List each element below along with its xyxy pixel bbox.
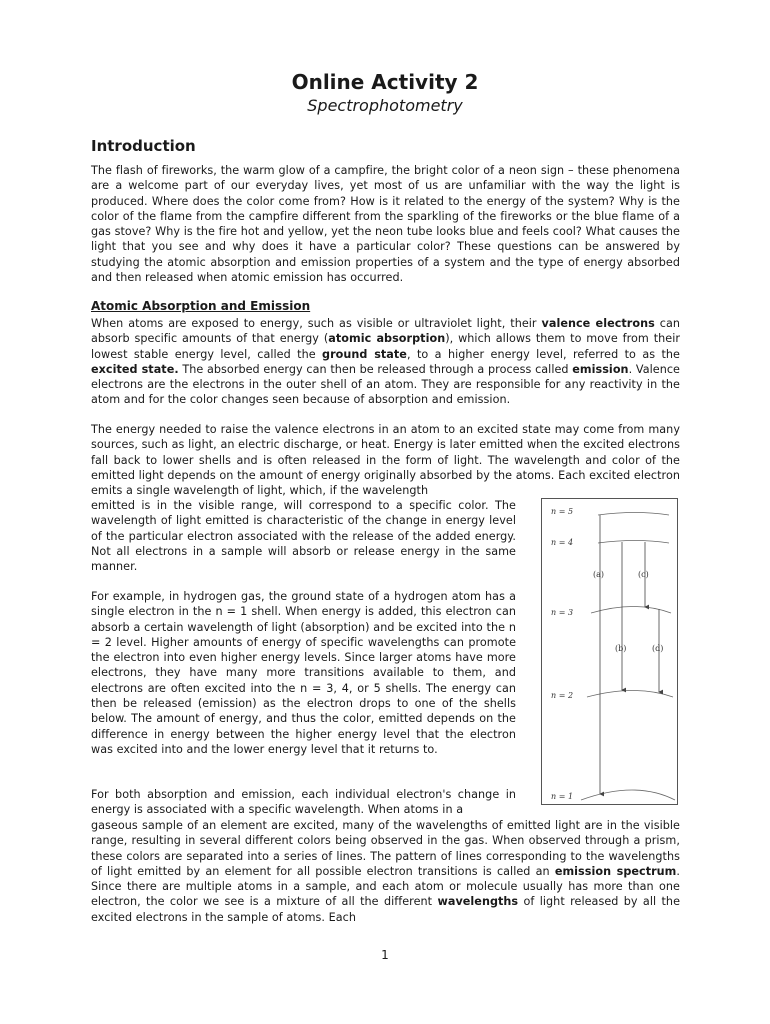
level-label: n = 4 [551, 538, 574, 547]
absorption-paragraph [91, 316, 680, 408]
text-run: ), which allows them to move from their lowest stable energy level, called the [91, 332, 681, 361]
level-label: n = 3 [551, 608, 574, 617]
text-run: When atoms are exposed to energy, such as visible or ultraviolet light, their [91, 317, 542, 330]
term-emission: emission [572, 362, 629, 376]
term-wavelengths: wavelengths [437, 895, 519, 909]
transition-label: (a) [593, 570, 605, 579]
document-subtitle: Spectrophotometry [307, 96, 463, 115]
level-label: n = 1 [551, 792, 574, 801]
intro-paragraph: The flash of fireworks, the warm glow of a campfire, the bright color of a neon sign – these phenomena are a welcome part of our everyday lives, yet most of us are unfamiliar with the way the light is produced. Where does the color come from? How is it related to the energy of the system? Why is the color of the flame from the campfire different from the sparkling of the fireworks or the blue flame of a gas stove? Why is the fire hot and yellow, yet the neon tube looks blue and feels cool? What causes the light that you see and why does it have a particular color? These questions can be answered by studying the atomic absorption and emission properties of a system and the type of energy absorbed and then released when atomic emission has occurred. [91, 164, 680, 285]
intro-heading: Introduction [91, 137, 196, 155]
term-atomic-absorption: atomic absorption [328, 332, 446, 346]
transition-label: (c) [638, 570, 649, 579]
level-label: n = 2 [551, 691, 574, 700]
transition-label: (b) [615, 644, 627, 653]
energy-level-diagram [541, 498, 678, 805]
wavelength-paragraph-narrow: For both absorption and emission, each individual electron's change in energy is associated with a specific wavelength. When atoms in a [91, 788, 516, 817]
term-ground-state: ground state [322, 347, 407, 361]
document-title: Online Activity 2 [291, 70, 479, 94]
wavelength-paragraph [91, 818, 680, 925]
term-emission-spectrum: emission spectrum [554, 864, 677, 878]
energy-paragraph-narrow: emitted is in the visible range, will correspond to a specific color. The wavelength of light emitted is characteristic of the change in energy level of the particular electron associated with the release of the added energy. Not all electrons in a sample will absorb or release energy in the same manner. [91, 499, 516, 574]
level-label: n = 5 [551, 507, 574, 516]
section-heading: Atomic Absorption and Emission [91, 299, 311, 313]
term-excited-state: excited state. [91, 362, 179, 376]
text-run: , to a higher energy level, referred to as the [406, 347, 680, 361]
text-run: can absorb specific amounts of that energy ( [91, 317, 680, 346]
page-number: 1 [381, 948, 389, 962]
energy-paragraph-full: The energy needed to raise the valence electrons in an atom to an excited state may come from many sources, such as light, an electric discharge, or heat. Energy is later emitted when the excited electrons fall back to lower shells and is often released in the form of light. The wavelength and color of the emitted light depends on the amount of energy originally absorbed by the atoms. Each excited electron emits a single wavelength of light, which, if the wavelength [91, 423, 680, 498]
transition-label: (d) [652, 644, 664, 653]
term-valence-electrons: valence electrons [541, 317, 655, 330]
text-run: . Valence electrons are the electrons in the outer shell of an atom. They are responsible for any reactivity in the atom and for the color changes seen because of absorption and emission. [91, 362, 680, 407]
hydrogen-paragraph: For example, in hydrogen gas, the ground state of a hydrogen atom has a single electron in the n = 1 shell. When energy is added, this electron can absorb a certain wavelength of light (absorption) and be excited into the n = 2 level. Higher amounts of energy of specific wavelengths can promote the electron into even higher energy levels. Since larger atoms have more electrons, they have many more transitions available to them, and electrons are often excited into the n = 3, 4, or 5 shells. The energy can then be released (emission) as the electron drops to one of the shells below. The amount of energy, and thus the color, emitted depends on the difference in energy between the higher energy level that the electron was excited into and the lower energy level that it returns to. [91, 590, 516, 756]
text-run: of light released by all the excited electrons in the sample of atoms. Each [91, 895, 681, 924]
text-run: gaseous sample of an element are excited, many of the wavelengths of emitted light are in the visible range, resulting in several different colors being observed in the gas. When observed through a prism, these colors are separated into a series of lines. The pattern of lines corresponding to the wavelengths of light emitted by an element for all possible electron transitions is called an [91, 819, 680, 878]
text-run: The absorbed energy can then be released through a process called [178, 362, 573, 376]
text-run: . Since there are multiple atoms in a sample, and each atom or molecule usually has more than one electron, the color we see is a mixture of all the different [91, 864, 680, 909]
